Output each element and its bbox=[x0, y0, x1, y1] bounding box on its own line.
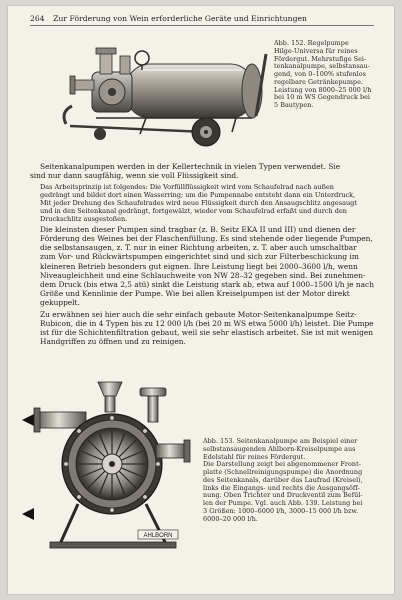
caption-line: 6000–20 000 l/h. bbox=[203, 514, 258, 523]
text-line: kleineren Betrieb besonders gut eignen. Ihre Leistung liegt bei 2000–3600 l/h, wenn bbox=[40, 261, 358, 271]
text-line: Handgriffen zu öffnen und zu reinigen. bbox=[40, 336, 186, 346]
text-line: Das Arbeitsprinzip ist folgendes: Die Vorfüllflüssigkeit wird vom Schaufelrad nach außen bbox=[40, 182, 334, 191]
text-line: Größe und Kennlinie der Pumpe. Wie bei allen Kreiselpumpen ist der Motor direkt bbox=[40, 288, 350, 298]
paragraph-intro bbox=[30, 162, 376, 180]
text-line: die selbstansaugen, z. T. nur in einer Richtung arbeiten, z. T. aber auch umschaltbar bbox=[40, 243, 357, 253]
figure-152-caption bbox=[274, 40, 384, 110]
running-title: Zur Förderung von Wein erforderliche Geräte und Einrichtungen bbox=[53, 14, 307, 23]
caption-line: Abb. 153. Seitenkanalpumpe am Beispiel einer bbox=[203, 437, 358, 445]
text-line: Zu erwähnen sei hier auch die sehr einfach gebaute Motor-Seitenkanalpumpe Seitz- bbox=[40, 309, 357, 319]
regulating-pump-illustration bbox=[56, 36, 274, 154]
caption-line: platte (Schnellreinigungspumpe) die Anordnung bbox=[203, 468, 363, 476]
caption-line: Edelstahl für reines Fördergut. bbox=[203, 452, 306, 461]
text-line: Seitenkanalpumpen werden in der Kellertechnik in vielen Typen verwendet. Sie bbox=[40, 162, 341, 171]
caption-line: gend, von 0–100% stufenlos bbox=[274, 70, 367, 78]
text-line: Rubicon, die in 4 Typen bis zu 12 000 l/h (bei 20 m WS etwa 5000 l/h) leistet. Die Pumpe bbox=[40, 318, 374, 328]
text-line: gedrängt und bildet dort einen Wasserring; um die Pumpennabe entsteht dann ein Unterdruck, bbox=[40, 190, 356, 199]
caption-line: 3 Größen: 1000–6000 l/h, 3000–15 000 l/h bzw. bbox=[203, 506, 359, 515]
caption-line: Fördergut. Mehrstufige Sei- bbox=[274, 54, 367, 63]
text-line: gekuppelt. bbox=[40, 297, 80, 307]
figure-152-pump-photo bbox=[56, 36, 274, 154]
caption-line: des Seitenkanals, darüber das Laufrad (Kreisel), bbox=[203, 475, 363, 484]
text-line: Mit jeder Drehung des Schaufelrades wird neue Flüssigkeit durch den Ansaugschlitz angesaugt bbox=[40, 198, 357, 207]
ahlborn-pump-illustration bbox=[20, 378, 204, 554]
paragraph-seitz-rubicon bbox=[30, 310, 376, 346]
page-number: 264 bbox=[30, 14, 45, 23]
text-line: Förderung des Weines bei der Flaschenfüllung. Es sind stehende oder liegende Pumpen, bbox=[40, 234, 373, 244]
paragraph-small-pumps bbox=[30, 225, 376, 307]
nameplate-text: AHLBORN bbox=[143, 533, 173, 539]
text-line: Die kleinsten dieser Pumpen sind tragbar (z. B. Seitz EKA II und III) und dienen der bbox=[40, 225, 356, 235]
text-line: ist für die Schichtenfiltration gebaut, weil sie sehr elastisch arbeitet. Sie ist mit wenigen bbox=[40, 327, 373, 337]
text-line: und in den Seitenkanal gedrängt, fortgewälzt, wieder vom Schaufelrad erfaßt und durch den bbox=[40, 206, 347, 215]
figure-153-pump-photo bbox=[20, 378, 204, 554]
caption-line: nung. Oben Trichter und Druckventil zum Befül- bbox=[203, 491, 363, 500]
paragraph-working-principle bbox=[30, 183, 376, 223]
caption-line: tenkanalpumpe, selbstansau- bbox=[274, 62, 371, 71]
caption-line: Die Darstellung zeigt bei abgenommener Front- bbox=[203, 460, 361, 469]
caption-line: regelbare Getränkepumpe. bbox=[274, 77, 363, 86]
caption-line: Abb. 152. Regelpumpe bbox=[274, 39, 349, 47]
text-line: zum Vor- und Rückwärtspumpen eingerichtet sind und sich zur Filterbeschickung im bbox=[40, 252, 359, 262]
caption-line: len der Pumpe. Vgl. auch Abb. 139. Leistung bei bbox=[203, 499, 363, 507]
caption-line: Leistung von 8000–25 000 l/h bbox=[274, 85, 372, 94]
caption-line: selbstansaugenden Ahlborn-Kreiselpumpe aus bbox=[203, 444, 356, 453]
caption-line: 5 Bautypen. bbox=[274, 101, 314, 109]
book-page bbox=[8, 6, 394, 594]
figure-153-caption bbox=[203, 438, 383, 523]
text-line: Druckschlitz ausgestoßen. bbox=[40, 214, 128, 223]
caption-line: Hilge-Universa für reines bbox=[274, 46, 358, 55]
text-line: Niveaugleichheit und eine Schlauchweite von NW 28–32 gegeben sind. Bei zunehmen- bbox=[40, 270, 366, 280]
text-line: dem Druck (bis etwa 2,5 atü) sinkt die Leistung stark ab, etwa auf 1000–1500 l/h je nach bbox=[40, 279, 374, 289]
running-header bbox=[30, 14, 374, 26]
caption-line: links die Eingangs- und rechts die Ausgangsöff- bbox=[203, 483, 360, 492]
text-line: sind nur dann saugfähig, wenn sie voll Flüssigkeit sind. bbox=[30, 171, 239, 181]
caption-line: bei 10 m WS Gegendruck bei bbox=[274, 93, 371, 102]
body-text bbox=[30, 162, 376, 348]
